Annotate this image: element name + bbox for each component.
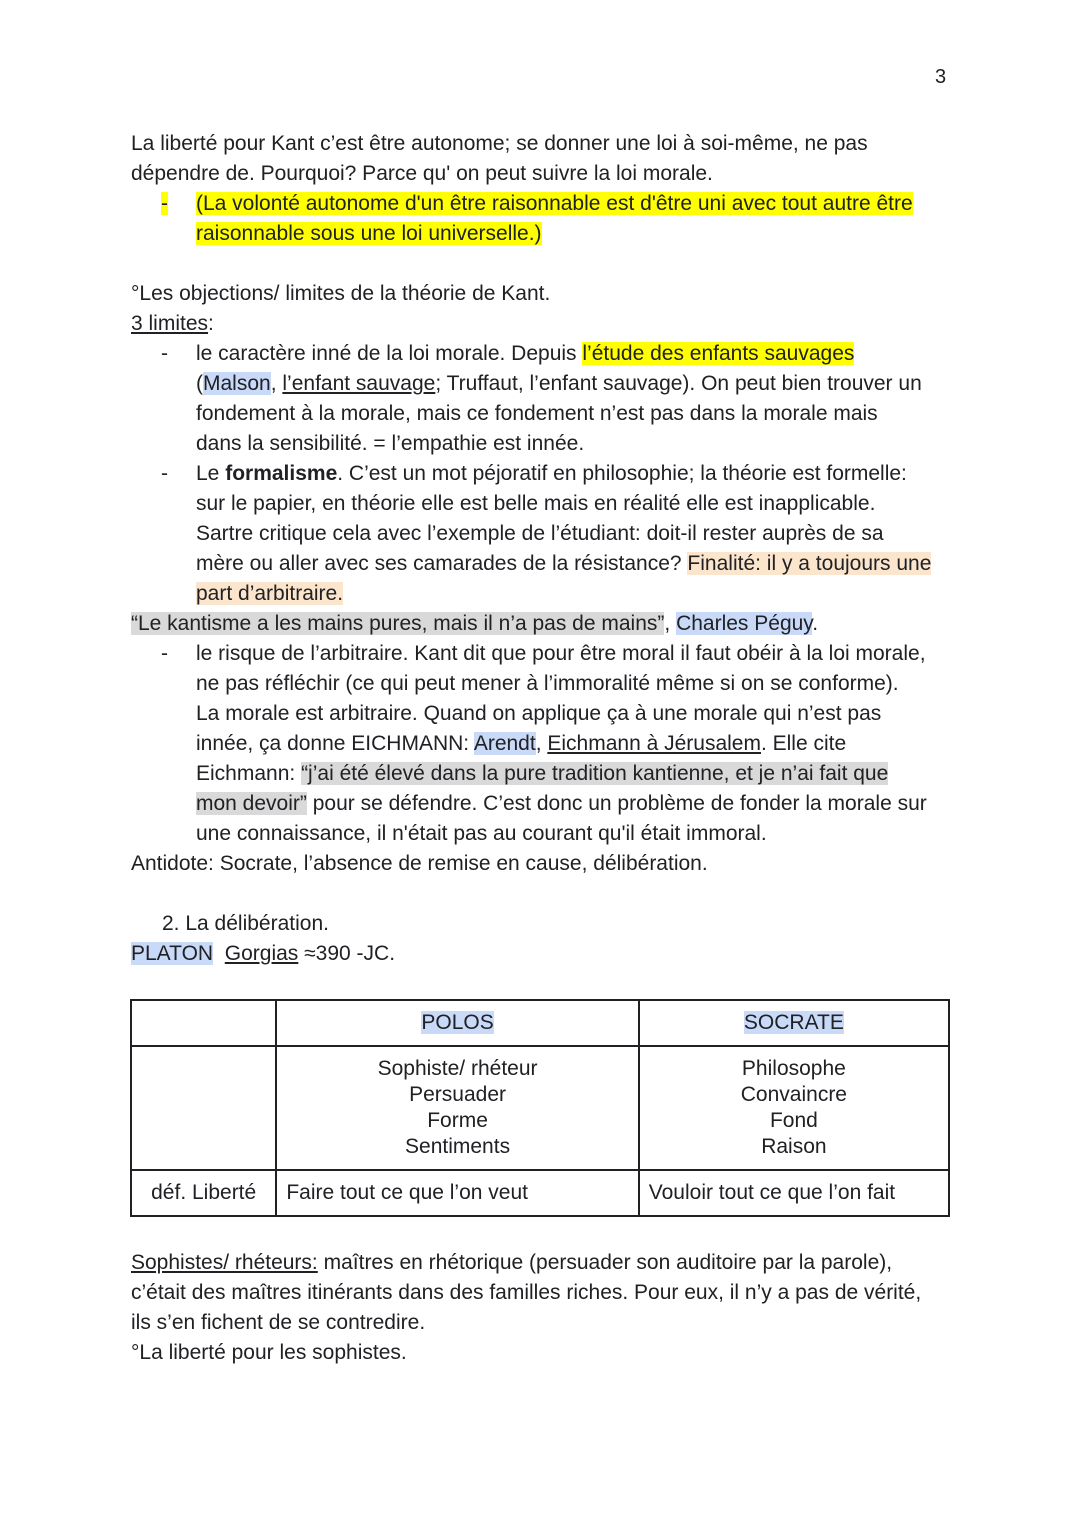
section-heading: °Les objections/ limites de la théorie de Kant.: [131, 282, 551, 305]
bullet-dash: -: [161, 342, 168, 365]
row-label-cell: déf. Liberté: [131, 1170, 276, 1216]
table-header-cell: [276, 1000, 638, 1046]
table-row: [131, 1000, 949, 1046]
cell-line: Philosophe: [741, 1057, 846, 1080]
cell-line: Raison: [761, 1135, 827, 1158]
bullet-line: (Malson, l’enfant sauvage; Truffaut, l’enfant sauvage). On peut bien trouver un: [196, 372, 922, 395]
bullet-line: La morale est arbitraire. Quand on applique ça à une morale qui n’est pas: [196, 702, 882, 725]
cell-line: Fond: [769, 1109, 818, 1132]
bullet-dash: -: [161, 642, 168, 665]
cell-line: Convaincre: [740, 1083, 847, 1106]
bullet-line: mère ou aller avec ses camarades de la résistance? Finalité: il y a toujours une: [196, 552, 932, 575]
table-row: [131, 1170, 949, 1216]
bullet-dash: -: [161, 192, 168, 215]
section-heading: 2. La délibération.: [162, 912, 329, 935]
paragraph-line: dépendre de. Pourquoi? Parce qu' on peut suivre la loi morale.: [131, 162, 713, 185]
bullet-line: mon devoir” pour se défendre. C’est donc un problème de fonder la morale sur: [196, 792, 927, 815]
cell-line: Forme: [427, 1109, 488, 1132]
table-cell: Vouloir tout ce que l’on fait: [639, 1170, 949, 1216]
bullet-line: part d’arbitraire.: [196, 582, 344, 605]
page-number: 3: [935, 66, 947, 88]
cell-line: Sentiments: [405, 1135, 511, 1158]
bullet-line: Eichmann: “j’ai été élevé dans la pure tradition kantienne, et je n’ai fait que: [196, 762, 889, 785]
cell-line: Persuader: [409, 1083, 506, 1106]
comparison-table: [130, 999, 950, 1217]
cell-line: Sophiste/ rhéteur: [377, 1057, 538, 1080]
paragraph-line: ils s’en fichent de se contredire.: [131, 1311, 426, 1334]
polos-header: POLOS: [421, 1011, 494, 1034]
paragraph-line: Sophistes/ rhéteurs: maîtres en rhétorique (persuader son auditoire par la parole),: [131, 1251, 893, 1274]
bullet-line: ne pas réfléchir (ce qui peut mener à l’immoralité même si on se conforme).: [196, 672, 899, 695]
table-cell: [131, 1046, 276, 1170]
bullet-line: une connaissance, il n'était pas au courant qu'il était immoral.: [196, 822, 767, 845]
quote-line: “Le kantisme a les mains pures, mais il n’a pas de mains”, Charles Péguy.: [131, 612, 819, 635]
bullet-line: dans la sensibilité. = l’empathie est innée.: [196, 432, 585, 455]
table-cell: [639, 1046, 949, 1170]
reference-line: PLATON Gorgias ≈390 -JC.: [131, 942, 396, 965]
table-cell: Faire tout ce que l’on veut: [276, 1170, 638, 1216]
paragraph-line: c’était des maîtres itinérants dans des familles riches. Pour eux, il n’y a pas de vérité,: [131, 1281, 922, 1304]
bullet-line: (La volonté autonome d'un être raisonnable est d'être uni avec tout autre être: [196, 192, 913, 215]
table-row: [131, 1046, 949, 1170]
table-cell: [276, 1046, 638, 1170]
bullet-line: le caractère inné de la loi morale. Depuis l’étude des enfants sauvages: [196, 342, 855, 365]
bullet-dash: -: [161, 462, 168, 485]
table-cell: [131, 1000, 276, 1046]
bullet-line: Sartre critique cela avec l’exemple de l’étudiant: doit-il rester auprès de sa: [196, 522, 884, 545]
bullet-line: Le formalisme. C’est un mot péjoratif en philosophie; la théorie est formelle:: [196, 462, 907, 485]
bullet-line: sur le papier, en théorie elle est belle mais en réalité elle est inapplicable.: [196, 492, 876, 515]
section-heading: °La liberté pour les sophistes.: [131, 1341, 407, 1364]
bullet-line: innée, ça donne EICHMANN: Arendt, Eichmann à Jérusalem. Elle cite: [196, 732, 847, 755]
subheading: 3 limites:: [131, 312, 214, 335]
bullet-line: le risque de l’arbitraire. Kant dit que pour être moral il faut obéir à la loi morale,: [196, 642, 926, 665]
socrate-header: SOCRATE: [743, 1011, 844, 1034]
bullet-line: fondement à la morale, mais ce fondement n’est pas dans la morale mais: [196, 402, 878, 425]
antidote-line: Antidote: Socrate, l’absence de remise en cause, délibération.: [131, 852, 708, 875]
table-header-cell: [639, 1000, 949, 1046]
bullet-line: raisonnable sous une loi universelle.): [196, 222, 542, 245]
paragraph-line: La liberté pour Kant c’est être autonome; se donner une loi à soi-même, ne pas: [131, 132, 868, 155]
